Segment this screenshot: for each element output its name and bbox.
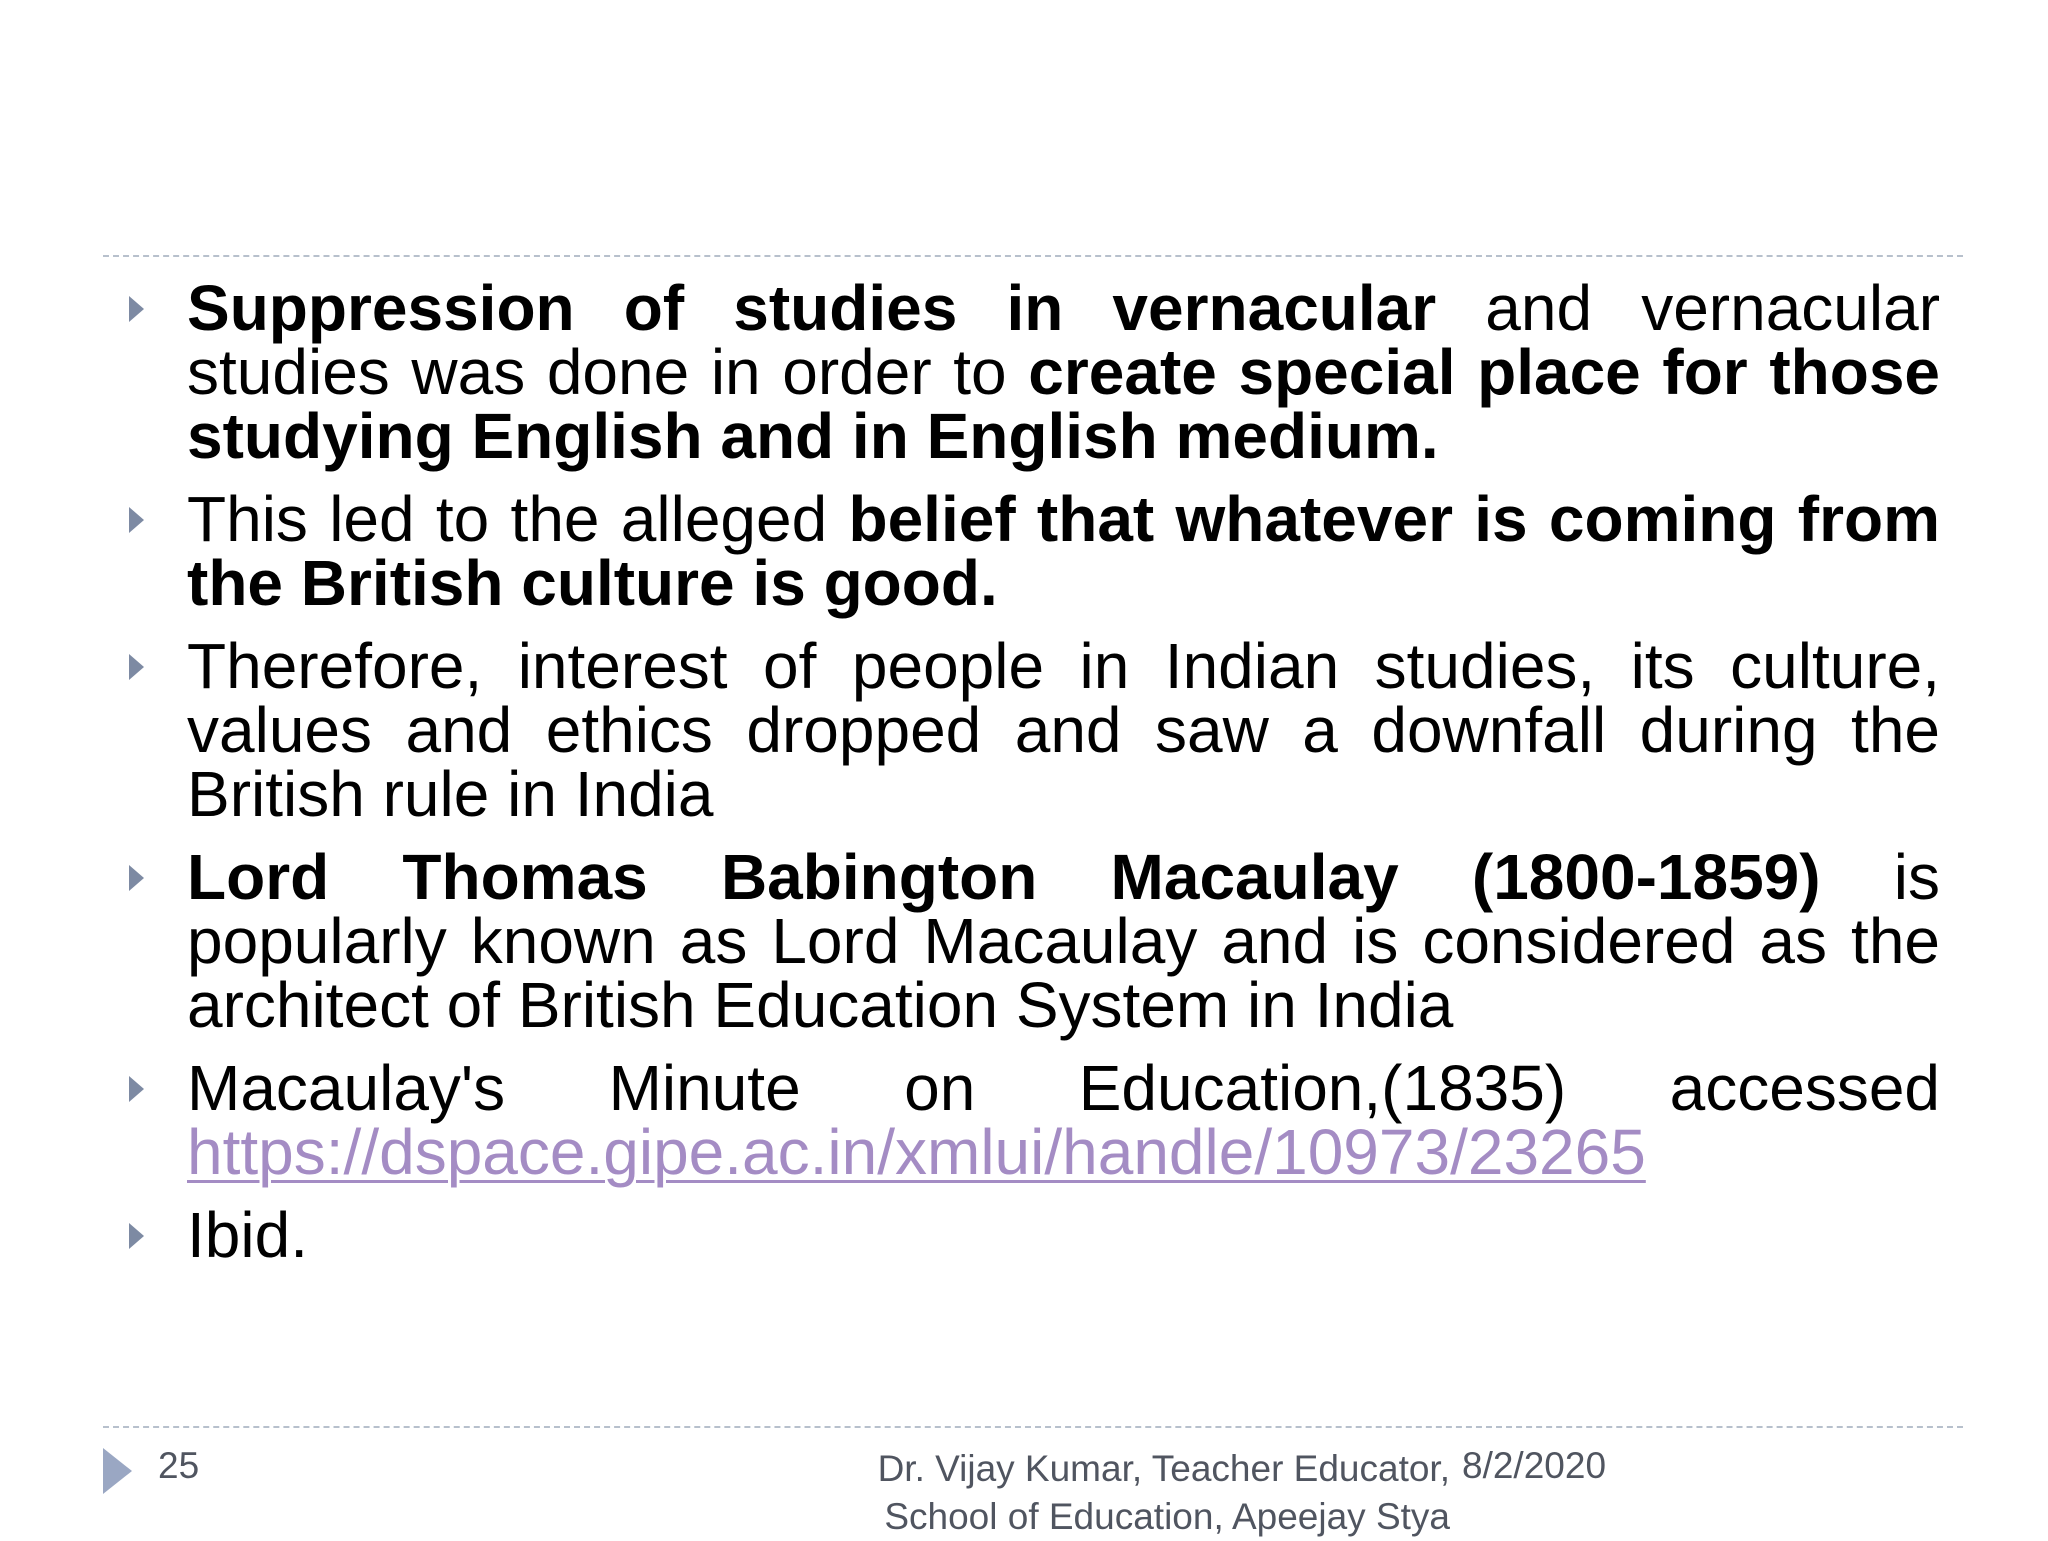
triangle-right-icon	[129, 654, 144, 680]
footer-author	[760, 1445, 1450, 1541]
bullet-text: Therefore, interest of people in Indian studies, its culture, values and ethics dropped and saw a downfall during the British rule in India	[187, 630, 1940, 830]
triangle-right-icon	[129, 1223, 144, 1249]
page-number: 25	[158, 1445, 200, 1486]
bullet-item-macaulay	[120, 841, 1941, 1041]
bullet-item-belief	[120, 483, 1940, 619]
bullet-text-bold: Suppression of studies in vernacular	[187, 272, 1437, 344]
triangle-right-icon	[103, 1448, 132, 1494]
bullet-text-bold: create special place for those studying English and in English medium.	[187, 336, 1941, 472]
footer-date: 8/2/2020	[1462, 1445, 1607, 1486]
bullet-item-interest	[120, 630, 1940, 830]
bottom-divider	[103, 1426, 1963, 1428]
triangle-right-icon	[129, 865, 144, 891]
triangle-right-icon	[129, 1076, 144, 1102]
footer-author-line2: School of Education, Apeejay Stya	[884, 1496, 1450, 1537]
bullet-text: Macaulay's Minute on Education,(1835) accessed	[187, 1052, 1940, 1124]
bullet-text-bold: Lord Thomas Babington Macaulay (1800-1859)	[187, 841, 1821, 913]
bullet-text: is popularly known as Lord Macaulay and is considered as the architect of British Education System in India	[187, 841, 1941, 1041]
bullet-item-ibid	[120, 1199, 1940, 1271]
bullet-item-minute	[120, 1052, 1940, 1188]
triangle-right-icon	[129, 507, 144, 533]
bullet-list	[120, 272, 1941, 1286]
footer-author-line1: Dr. Vijay Kumar, Teacher Educator,	[877, 1448, 1450, 1489]
bullet-text: Ibid.	[187, 1199, 308, 1271]
bullet-text: and vernacular studies was done in order to	[187, 272, 1941, 408]
bullet-text-bold: belief that whatever is coming from the British culture is good.	[187, 483, 1940, 619]
top-divider	[103, 255, 1963, 257]
triangle-right-icon	[129, 296, 144, 322]
bullet-item-suppression	[120, 272, 1941, 472]
source-link[interactable]: https://dspace.gipe.ac.in/xmlui/handle/10973/23265	[187, 1116, 1646, 1188]
bullet-text: This led to the alleged	[187, 483, 849, 555]
